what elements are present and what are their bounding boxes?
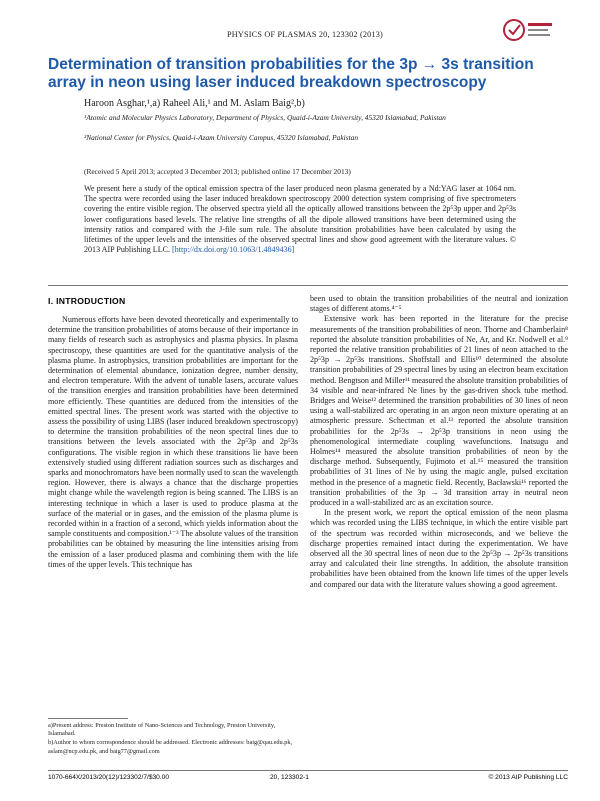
footnote-divider bbox=[48, 718, 128, 719]
abstract bbox=[84, 184, 516, 255]
received-dates: (Received 5 April 2013; accepted 3 December 2013; published online 17 December 2013) bbox=[84, 167, 351, 176]
abstract-text: We present here a study of the optical emission spectra of the laser produced neon plasma generated by a Nd:YAG laser at 1064 nm. The spectra were recorded using the laser induced breakdown spectroscopy 2000 detection system comprising of five spectrometers covering the entire visible region. The observed spectra yield all the optically allowed transitions between the 2p⁵3p upper and 2p⁵3s lower configurations based levels. The relative line strengths of all the dipole allowed transitions have been determined using the intensity ratios and compared with the J-file sum rule. The absolute transition probabilities have been calculated by using the lifetimes of the upper levels and the intensities of the observed spectral lines and show good agreement with the literature values. © 2013 AIP Publishing LLC. bbox=[84, 184, 516, 255]
doi-link[interactable]: [http://dx.doi.org/10.1063/1.4849436] bbox=[172, 245, 295, 255]
author-list: Haroon Asghar,¹,a) Raheel Ali,¹ and M. Aslam Baig²,b) bbox=[84, 98, 305, 109]
footnote: a)Present address: Preston Institute of Nano-Sciences and Technology, Preston University, Islamabad. bbox=[48, 722, 276, 738]
divider bbox=[48, 285, 568, 286]
footer-copyright: © 2013 AIP Publishing LLC bbox=[488, 774, 568, 781]
paragraph: Extensive work has been reported in the literature for the precise measurements of the transition probabilities of neon. Thorne and Chamberlain⁸ reported the absolute transition probabilities of Ne, Ar, and Kr. Nodwell et al.⁹ reported the relative transition probabilities of 21 lines of neon attached to the 2p⁵3p → 2p⁵3s transitions. Shoffstall and Ellis¹⁰ determined the absolute transition probabilities of 29 spectral lines by using an electron beam excitation method. Bengtson and Miller¹¹ measured the absolute transition probabilities of 34 visible and near-infrared Ne lines by the gas-driven shock tube method. Bridges and Weise¹² determined the transition probabilities of 30 lines of neon using a wall-stabilized arc operating in an argon neon mixture operating at an atmospheric pressure. Schectman et al.¹³ reported the absolute transition probabilities for the 2p⁵3s → 2p⁵3p transitions in neon using the phenomenological intermediate coupling wavefunctions. Inatsugu and Holmes¹⁴ measured the absolute transition probabilities of neon by the discharge method. Subsequently, Fujimoto et al.¹⁵ measured the transition probabilities of 31 lines of Ne by using the magic angle, pulsed excitation method in the presence of a magnetic field. Recently, Bacławski¹⁶ reported the transition probabilities of the 3p → 3d transition array in neutral neon produced in a wall-stabilized arc as an excitation source. bbox=[310, 314, 568, 508]
footnote: b)Author to whom correspondence should be addressed. Electronic addresses: baig@qau.edu.pk, aslam@ncp.edu.pk, and baig77@gmail.com bbox=[48, 739, 293, 755]
affiliation-2: ²National Center for Physics, Quaid-i-Azam University Campus, 45320 Islamabad, Pakistan bbox=[84, 133, 359, 142]
cross-mark-logo[interactable] bbox=[500, 14, 556, 46]
affiliation-1: ¹Atomic and Molecular Physics Laboratory, Department of Physics, Quaid-i-Azam University, 45320 Islamabad, Pakistan bbox=[84, 113, 446, 122]
paragraph: been used to obtain the transition probabilities of the neutral and ionization stages of different atoms.⁴⁻⁵ bbox=[310, 294, 568, 314]
paragraph: In the present work, we report the optical emission of the neon plasma which was recorded using the LIBS technique, in which the entire visible part of the spectrum was recorded within microseconds, and we believe the discharge properties remained intact during the experimentation. We have observed all the 30 spectral lines of neon due to the 2p⁵3p → 2p⁵3s transitions array and calculated their line strengths. In addition, the absolute transition probabilities have been obtained from the known life times of the upper levels and compared our data with the literature values showing a good agreement. bbox=[310, 508, 568, 589]
paper-title: Determination of transition probabilities for the 3p → 3s transition array in neon using laser induced breakdown spectroscopy bbox=[48, 56, 534, 91]
section-heading: I. INTRODUCTION bbox=[48, 296, 126, 306]
footnotes bbox=[48, 722, 298, 757]
footer-divider bbox=[48, 770, 568, 771]
left-column bbox=[48, 315, 298, 570]
footer-issn: 1070-664X/2013/20(12)/123302/7/$30.00 bbox=[48, 774, 169, 781]
right-column bbox=[310, 294, 568, 590]
footer-page-number: 20, 123302-1 bbox=[270, 774, 309, 781]
journal-header: PHYSICS OF PLASMAS 20, 123302 (2013) bbox=[227, 30, 383, 39]
paragraph: Numerous efforts have been devoted theoretically and experimentally to determine the transition probabilities of atoms because of their importance in many fields of research such as astrophysics and plasma physics. In plasma spectroscopy, these quantities are used for the quantitative analysis of the plasma plume. In astrophysics, transition probabilities are important for the determination of elemental abundance, ionization degree, number density, and electron temperature. With the advent of tunable lasers, accurate values of the transition energies and transition probabilities have been determined more efficiently. These quantities are deduced from the intensities of the emitted spectral lines. The present work was started with the objective to assess the possibility of using LIBS (laser induced breakdown spectroscopy) to determine the transition probabilities of the neon spectral lines due to transitions between the levels associated with the 2p⁵3p and 2p⁵3s configurations. The visible region in which these transitions lie have been extensively studied using different radiation sources such as discharges and sparks and monochromators have been normally used to scan the wavelength region. However, there is always a chance that the discharge properties might change while the wavelength region is being scanned. The LIBS is an interesting technique in which a laser is used to produce plasma at the surface of the material or in gases, and the emission of the plasma plume is recorded within in a fraction of a second, which yields information about the sample constituents and composition.¹⁻³ The absolute values of the transition probabilities can be obtained by measuring the line intensities arising from the emission of a laser produced plasma and combining them with the life times of the upper levels. This technique has bbox=[48, 315, 298, 569]
